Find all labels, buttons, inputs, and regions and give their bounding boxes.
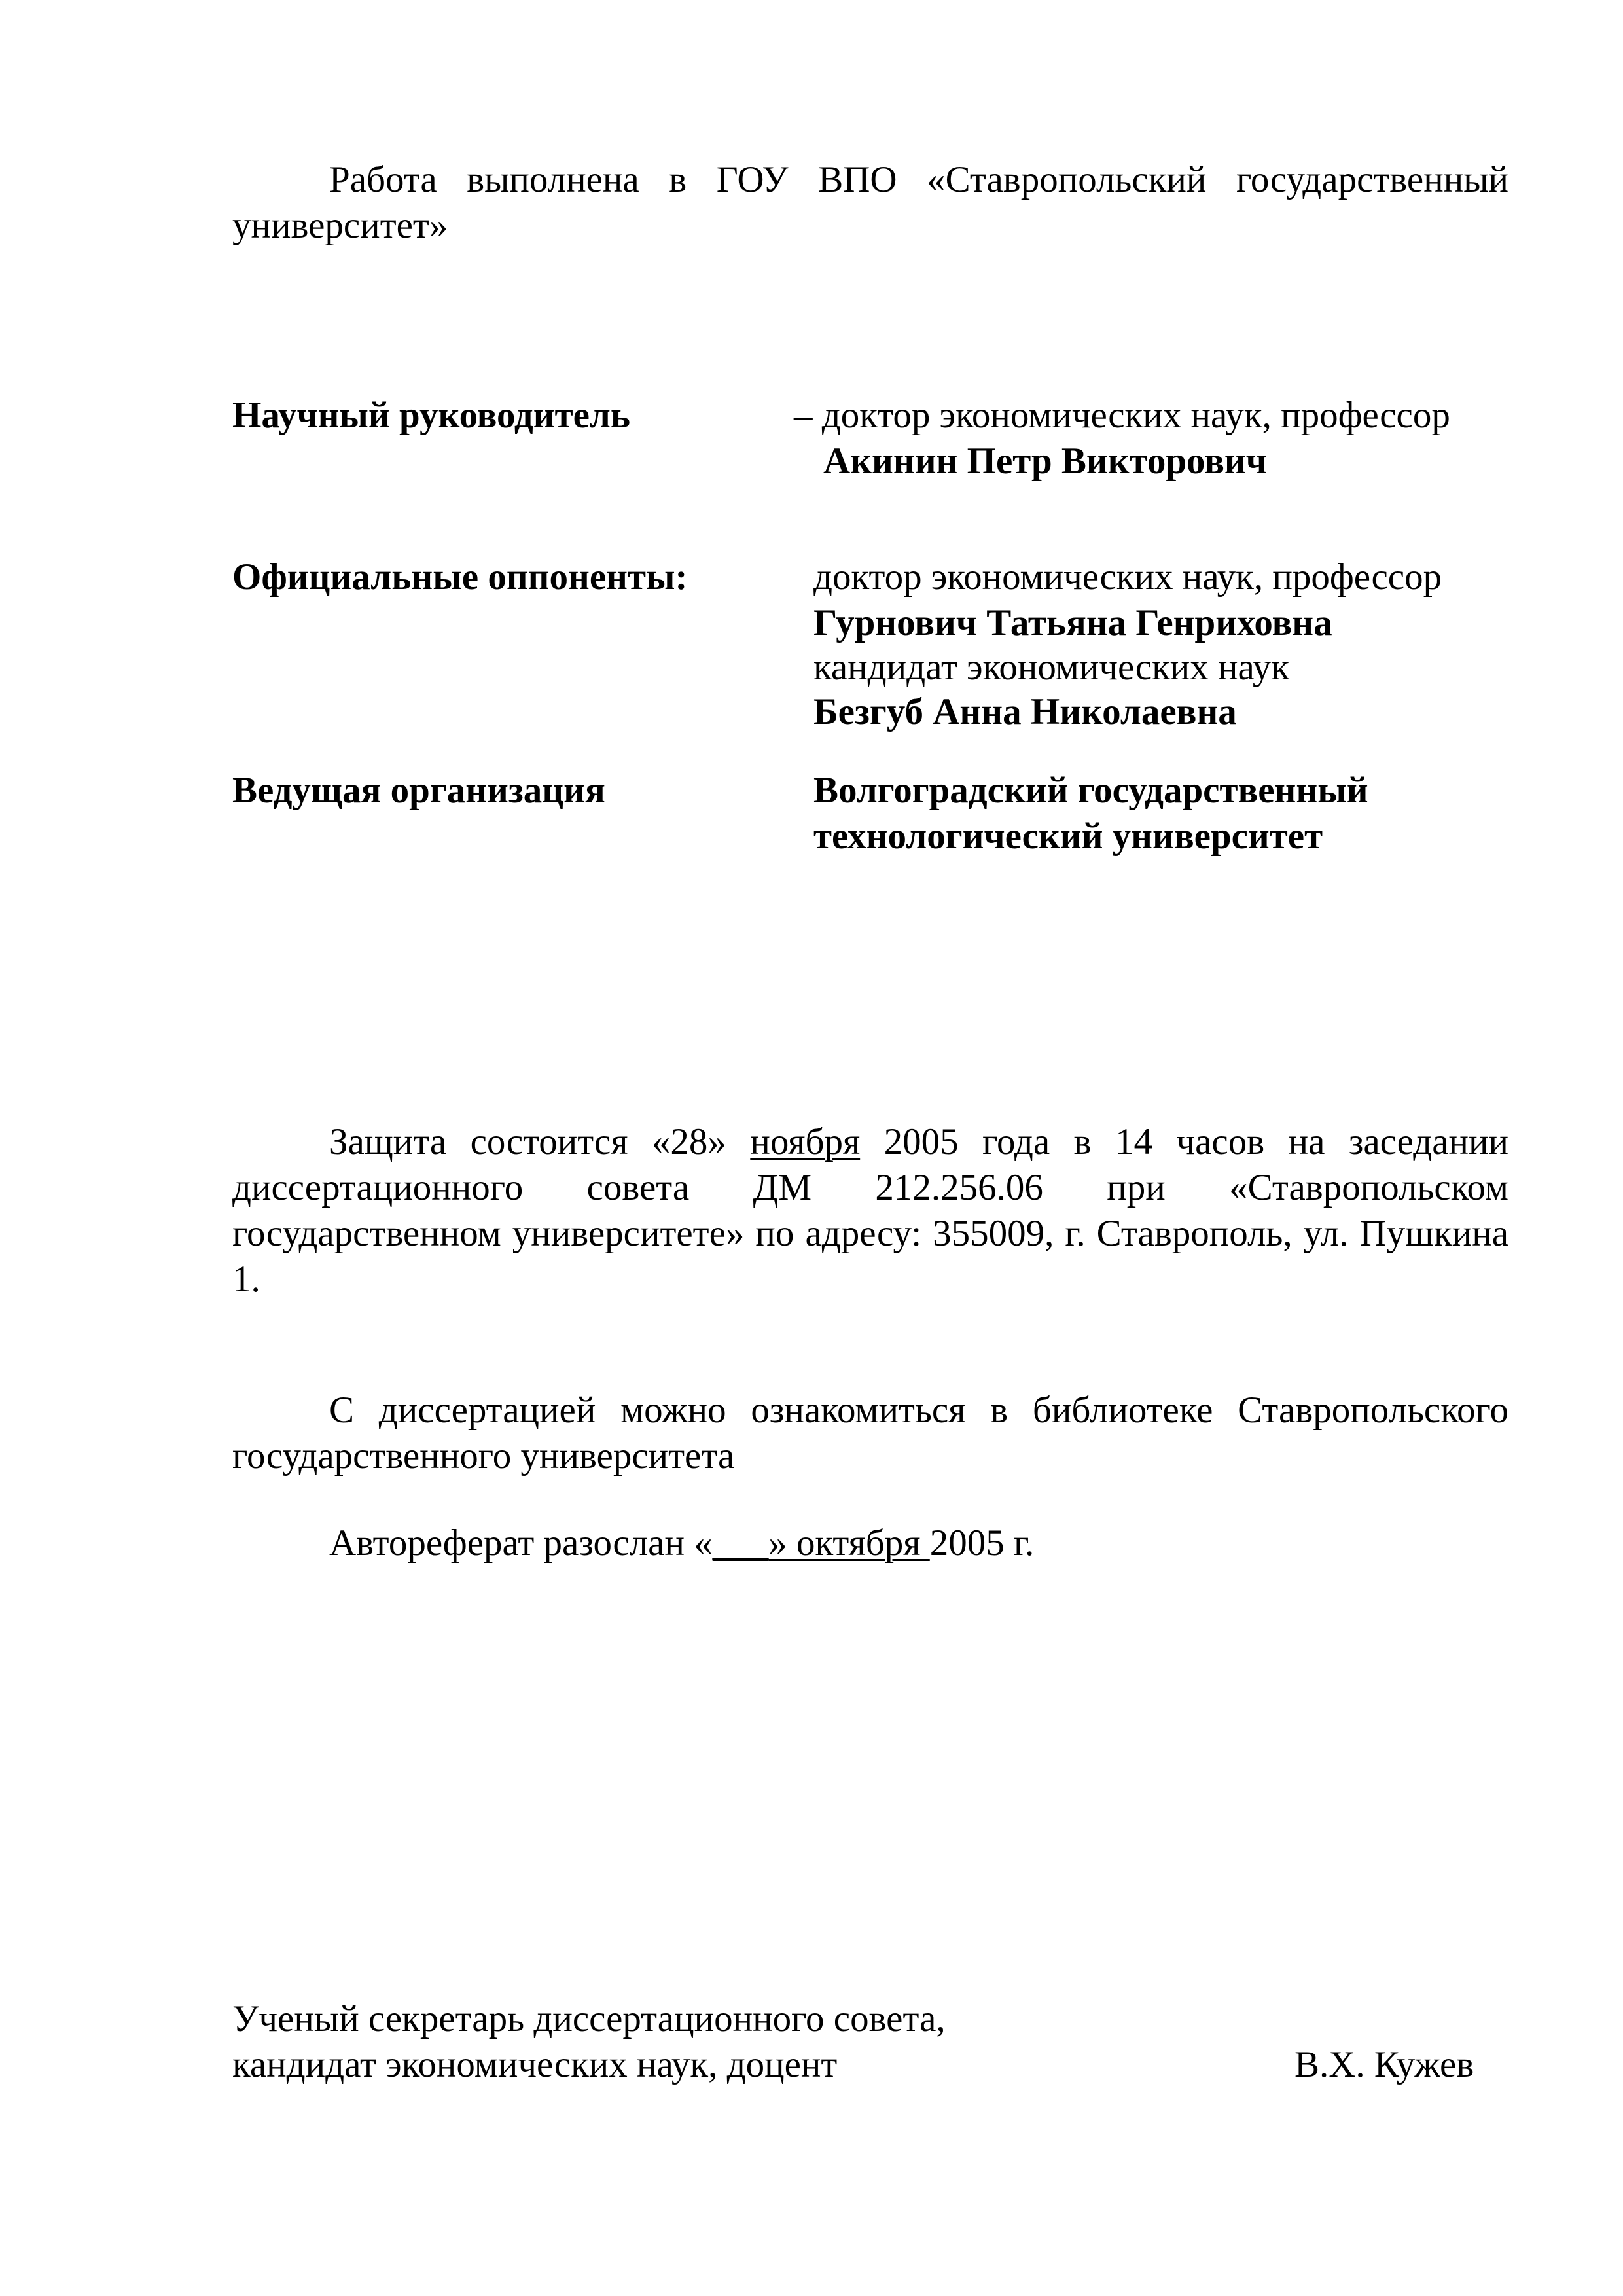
intro-paragraph xyxy=(232,157,1508,249)
supervisor-name: Акинин Петр Викторович xyxy=(823,440,1267,482)
supervisor-label: Научный руководитель xyxy=(232,395,630,436)
mailing-month: » октября xyxy=(768,1522,930,1564)
opponents-label: Официальные оппоненты: xyxy=(232,556,688,598)
mailing-year: 2005 г. xyxy=(929,1522,1035,1564)
supervisor-dash: – xyxy=(794,395,813,436)
opponent-2-name: Безгуб Анна Николаевна xyxy=(813,691,1237,732)
mailing-prefix: Автореферат разослан « xyxy=(329,1522,713,1564)
library-text: С диссертацией можно ознакомиться в библиотеке Ставропольского государственного университета xyxy=(232,1390,1508,1477)
signature-line1: Ученый секретарь диссертационного совета, xyxy=(232,1998,946,2039)
intro-text: Работа выполнена в ГОУ ВПО «Ставропольский государственный университет» xyxy=(232,159,1508,246)
opponent-1-degree: доктор экономических наук, профессор xyxy=(813,556,1442,598)
signature-line2: кандидат экономических наук, доцент xyxy=(232,2044,838,2085)
defense-month: ноября xyxy=(750,1121,861,1162)
defense-text-start: Защита состоится «28» xyxy=(329,1121,726,1162)
opponent-2-degree: кандидат экономических наук xyxy=(813,647,1290,688)
mailing-line xyxy=(329,1520,1034,1566)
mailing-blank: ___ xyxy=(712,1522,769,1564)
signature-name: В.Х. Кужев xyxy=(1294,2044,1474,2085)
defense-paragraph xyxy=(232,1119,1508,1302)
supervisor-degree-text: доктор экономических наук, профессор xyxy=(821,395,1450,436)
opponent-1-name: Гурнович Татьяна Генриховна xyxy=(813,602,1332,643)
defense-text-rest: 2005 года в 14 часов на заседании диссертационного совета ДМ 212.256.06 при «Ставропольском государственном университете» по адресу: 355009, г. Ставрополь, ул. Пушкина 1. xyxy=(232,1121,1508,1300)
supervisor-degree xyxy=(794,393,1450,439)
library-paragraph xyxy=(232,1388,1508,1479)
leading-org-label: Ведущая организация xyxy=(232,770,605,811)
leading-org-line2: технологический университет xyxy=(813,816,1323,857)
leading-org-line1: Волгоградский государственный xyxy=(813,770,1368,811)
